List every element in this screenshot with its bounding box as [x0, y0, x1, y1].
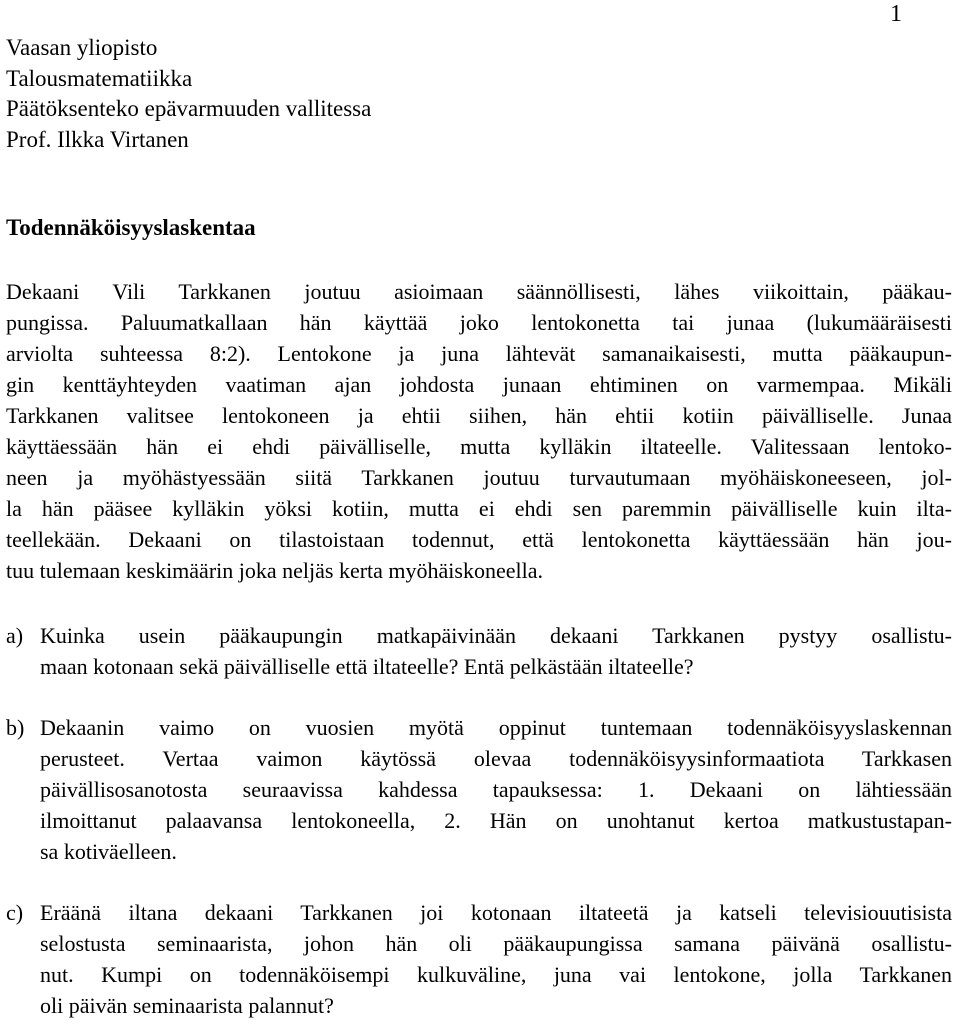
- question-text: [40, 897, 952, 1021]
- paragraph-line: la hän pääsee kylläkin yöksi kotiin, mutta ei ehdi sen paremmin päivälliselle kuin ilta-: [6, 496, 952, 521]
- paragraph-line: neen ja myöhästyessään siitä Tarkkanen joutuu turvautumaan myöhäiskoneeseen, jol-: [6, 465, 952, 490]
- section-title: Todennäköisyyslaskentaa: [6, 215, 256, 240]
- document-header: [6, 33, 906, 155]
- question-label: a): [6, 623, 24, 648]
- question-line: oli päivän seminaarista palannut?: [40, 993, 334, 1018]
- question-line: perusteet. Vertaa vaimon käytössä olevaa todennäköisyysinformaatiota Tarkkasen: [40, 746, 952, 771]
- question-c: [6, 897, 952, 1021]
- question-a: [6, 620, 952, 682]
- course-name: Talousmatematiikka: [6, 65, 193, 91]
- question-line: nut. Kumpi on todennäköisempi kulkuväline, juna vai lentokone, jolla Tarkkanen: [40, 962, 952, 987]
- paragraph-line: gin kenttäyhteyden vaatiman ajan johdosta junaan ehtiminen on varmempaa. Mikäli: [6, 372, 952, 397]
- paragraph-line: pungissa. Paluumatkallaan hän käyttää joko lentokonetta tai junaa (lukumääräisesti: [6, 310, 952, 335]
- question-label: b): [6, 715, 25, 740]
- university-name: Vaasan yliopisto: [6, 35, 158, 60]
- paragraph-line: käyttäessään hän ei ehdi päivälliselle, mutta kylläkin iltateelle. Valitessaan lentoko-: [6, 434, 952, 459]
- question-line: sa kotiväelleen.: [40, 839, 177, 864]
- question-line: Dekaanin vaimo on vuosien myötä oppinut tuntemaan todennäköisyyslaskennan: [40, 715, 952, 740]
- paragraph-line: Dekaani Vili Tarkkanen joutuu asioimaan säännöllisesti, lähes viikoittain, pääkau-: [6, 279, 952, 304]
- problem-statement-paragraph: [6, 276, 952, 586]
- course-topic: Päätöksenteko epävarmuuden vallitessa: [6, 96, 372, 121]
- author-name: Prof. Ilkka Virtanen: [6, 126, 189, 152]
- paragraph-line: teellekään. Dekaani on tilastoistaan todennut, että lentokonetta käyttäessään hän jou-: [6, 527, 952, 552]
- paragraph-line: arviolta suhteessa 8:2). Lentokone ja juna lähtevät samanaikaisesti, mutta pääkaupun-: [6, 341, 952, 366]
- question-line: ilmoittanut palaavansa lentokoneella, 2. Hän on unohtanut kertoa matkustustapan-: [40, 808, 952, 833]
- question-line: Eräänä iltana dekaani Tarkkanen joi kotonaan iltateetä ja katseli televisiouutisista: [40, 900, 952, 925]
- paragraph-line: Tarkkanen valitsee lentokoneen ja ehtii siihen, hän ehtii kotiin päivälliselle. Junaa: [6, 403, 952, 428]
- question-line: selostusta seminaarista, johon hän oli pääkaupungissa samana päivänä osallistu-: [40, 931, 952, 956]
- paragraph-line: tuu tulemaan keskimäärin joka neljäs kerta myöhäiskoneella.: [6, 558, 543, 583]
- question-line: maan kotonaan sekä päivälliselle että iltateelle? Entä pelkästään iltateelle?: [40, 654, 694, 679]
- question-line: päivällisosanotosta seuraavissa kahdessa tapauksessa: 1. Dekaani on lähtiessään: [40, 777, 952, 802]
- question-text: [40, 620, 952, 682]
- question-b: [6, 712, 952, 867]
- question-text: [40, 712, 952, 867]
- question-line: Kuinka usein pääkaupungin matkapäivinään dekaani Tarkkanen pystyy osallistu-: [40, 623, 952, 648]
- page-number: 1: [890, 1, 902, 27]
- question-label: c): [6, 900, 24, 925]
